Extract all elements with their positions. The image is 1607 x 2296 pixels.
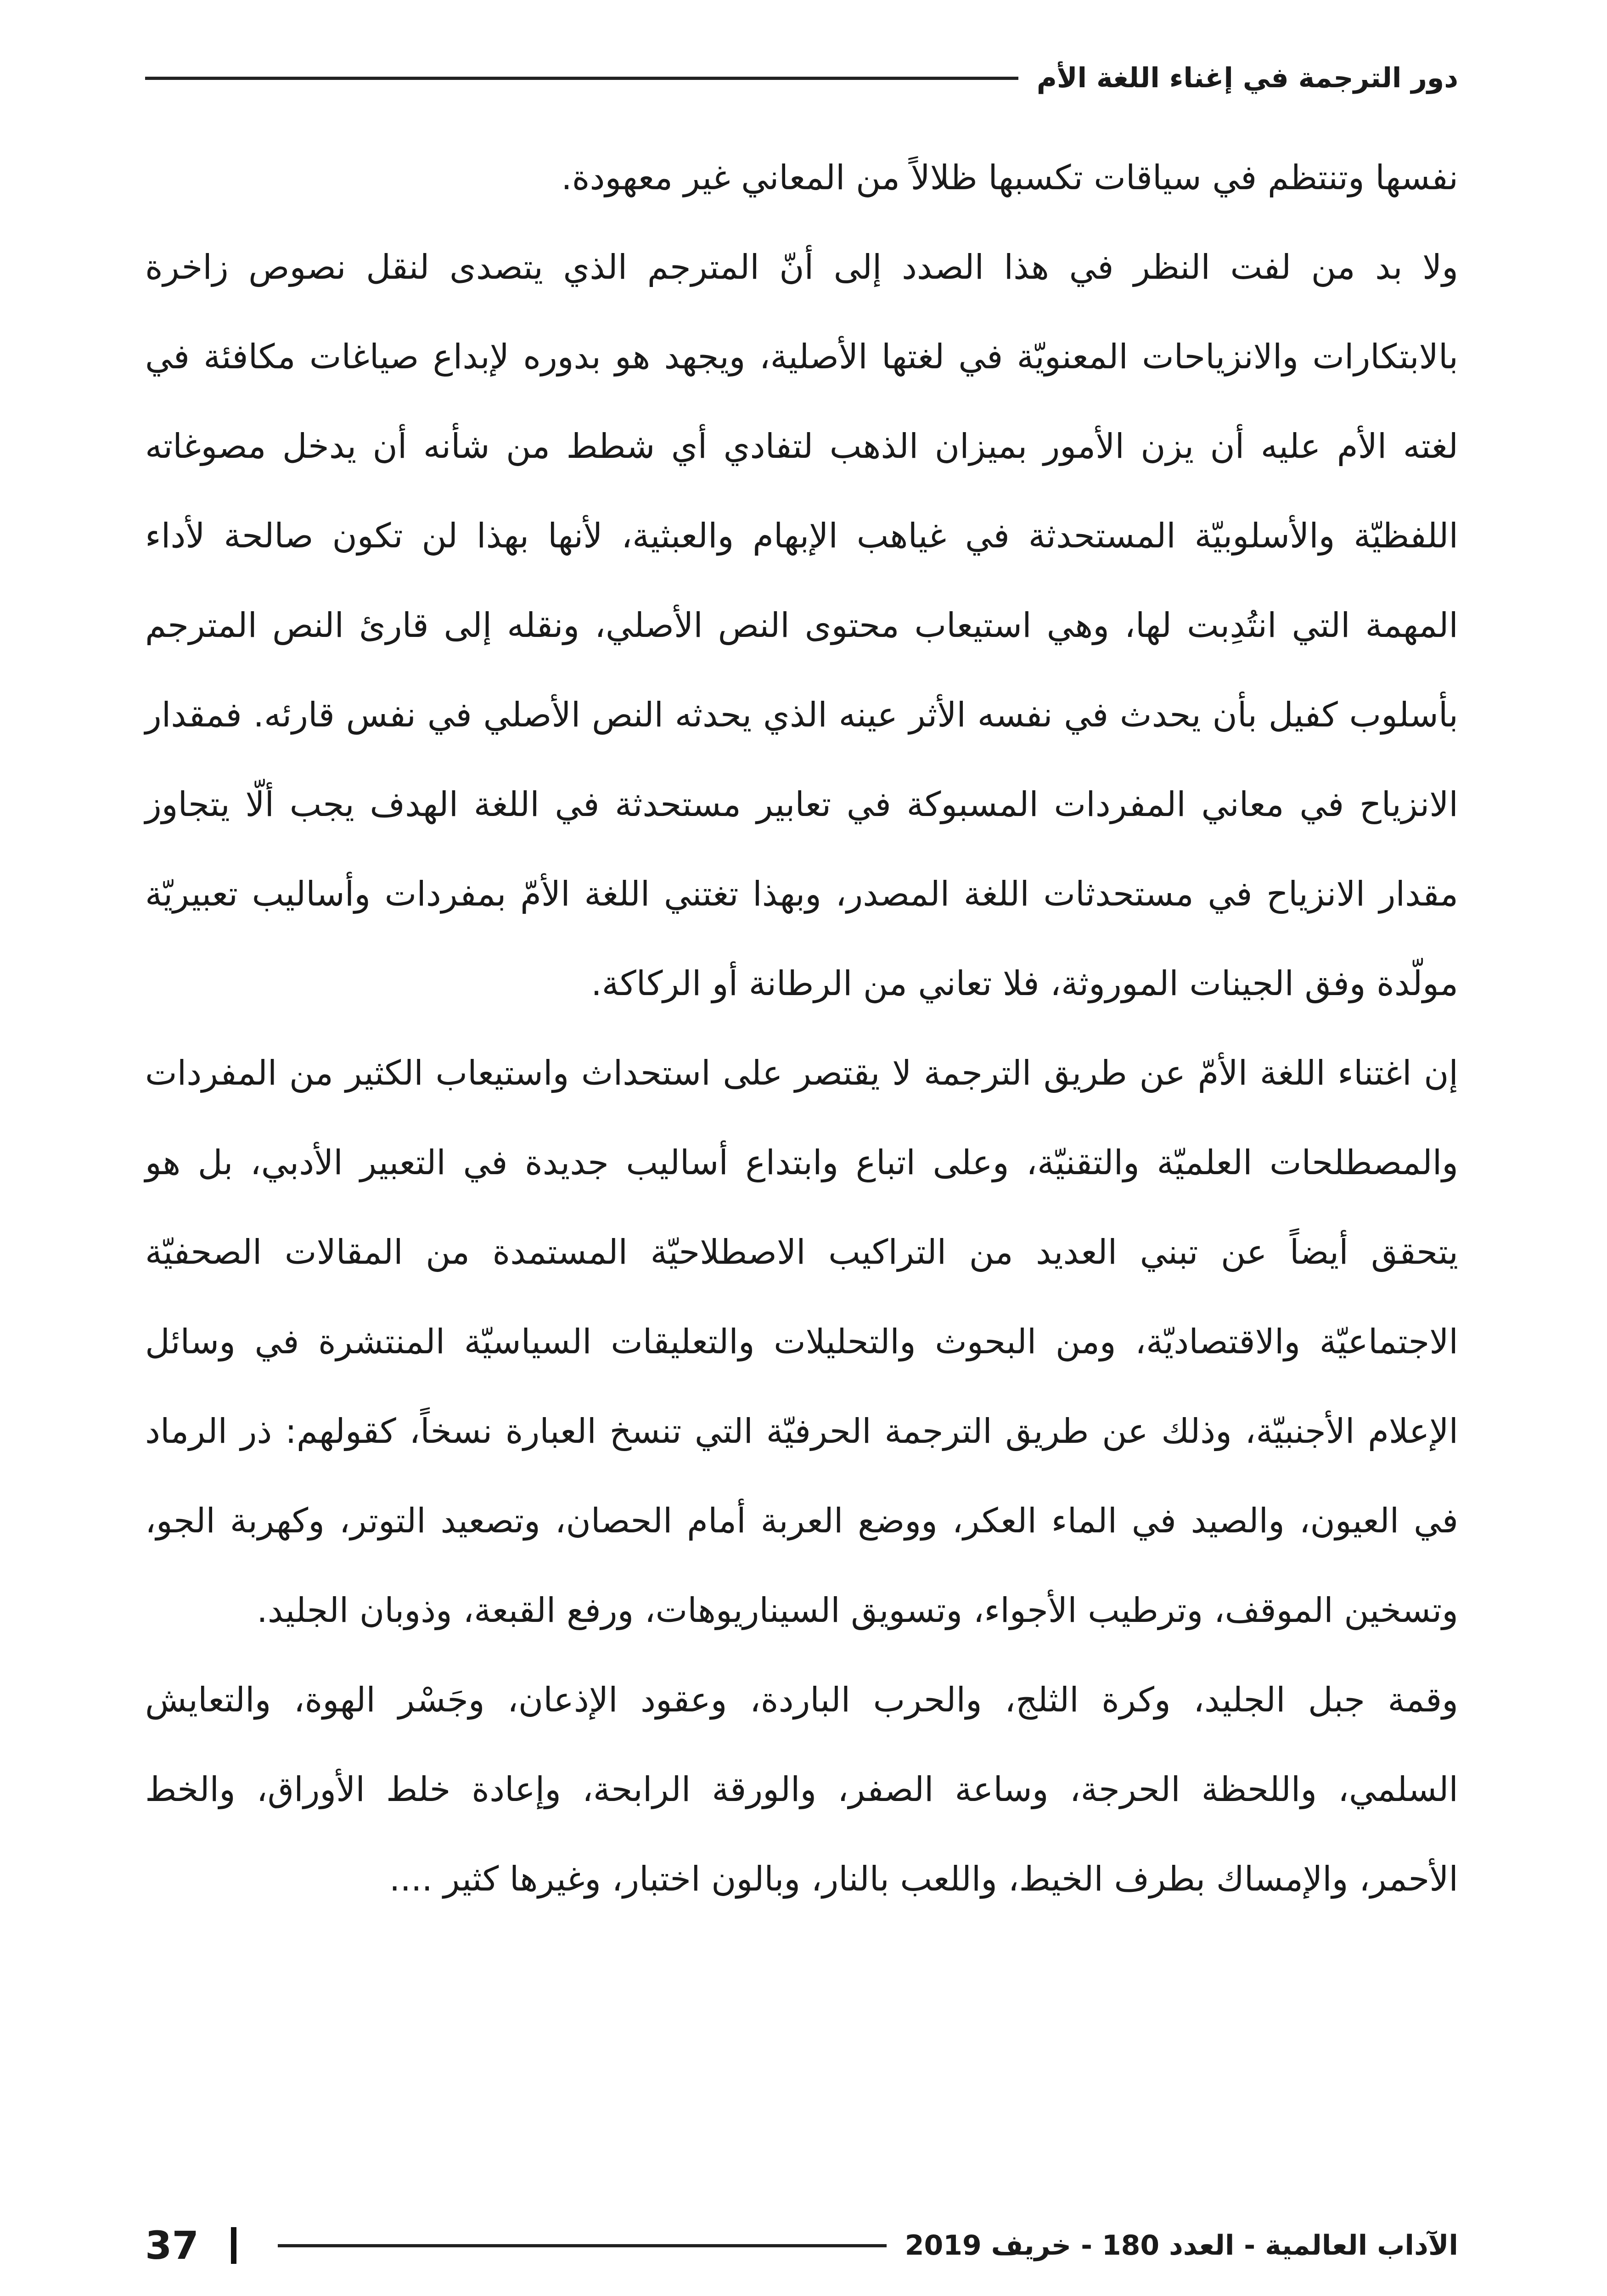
footer-rule: [278, 2244, 887, 2247]
journal-issue: الآداب العالمية - العدد 180 - خريف 2019: [905, 2229, 1458, 2262]
header-rule: [145, 77, 1018, 80]
running-header: [145, 55, 1458, 101]
page-footer: [145, 2220, 1458, 2271]
paragraph: نفسها وتنتظم في سياقات تكسبها ظلالاً من المعاني غير معهودة.: [561, 158, 1458, 197]
page-number: 37: [145, 2223, 199, 2268]
article-body: [145, 133, 1458, 1924]
paragraph: ولا بد من لفت النظر في هذا الصدد إلى أنّ المترجم الذي يتصدى لنقل نصوص زاخرة بالابتكارات والانزياحات المعنويّة في لغتها الأصلية، ويجهد هو بدوره لإبداع صياغات مكافئة في لغته الأم عليه أن يزن الأمور بميزان الذهب لتفادي أي شطط من شأنه أن يدخل مصوغاته اللفظيّة والأسلوبيّة المستحدثة في غياهب الإبهام والعبثية، لأنها بهذا لن تكون صالحة لأداء المهمة التي انتُدِبت لها، وهي استيعاب محتوى النص الأصلي، ونقله إلى قارئ النص المترجم بأسلوب كفيل بأن يحدث في نفسه الأثر عينه الذي يحدثه النص الأصلي في نفس قارئه. فمقدار الانزياح في معاني المفردات المسبوكة في تعابير مستحدثة في اللغة الهدف يجب ألّا يتجاوز مقدار الانزياح في مستحدثات اللغة المصدر، وبهذا تغتني اللغة الأمّ بمفردات وأساليب تعبيريّة مولّدة وفق الجينات الموروثة، فلا تعاني من الرطانة أو الركاكة.: [145, 248, 1458, 1003]
running-title: دور الترجمة في إغناء اللغة الأم: [1036, 62, 1458, 94]
paragraph: وقمة جبل الجليد، وكرة الثلج، والحرب الباردة، وعقود الإذعان، وجَسْر الهوة، والتعايش السلمي، واللحظة الحرجة، وساعة الصفر، والورقة الرابحة، وإعادة خلط الأوراق، والخط الأحمر، والإمساك بطرف الخيط، واللعب بالنار، وبالون اختبار، وغيرها كثير ....: [145, 1680, 1458, 1899]
paragraph: إن اغتناء اللغة الأمّ عن طريق الترجمة لا يقتصر على استحداث واستيعاب الكثير من المفردات والمصطلحات العلميّة والتقنيّة، وعلى اتباع وابتداع أساليب جديدة في التعبير الأدبي، بل هو يتحقق أيضاً عن تبني العديد من التراكيب الاصطلاحيّة المستمدة من المقالات الصحفيّة الاجتماعيّة والاقتصاديّة، ومن البحوث والتحليلات والتعليقات السياسيّة المنتشرة في وسائل الإعلام الأجنبيّة، وذلك عن طريق الترجمة الحرفيّة التي تنسخ العبارة نسخاً، كقولهم: ذر الرماد في العيون، والصيد في الماء العكر، ووضع العربة أمام الحصان، وتصعيد التوتر، وكهربة الجو، وتسخين الموقف، وترطيب الأجواء، وتسويق السيناريوهات، ورفع القبعة، وذوبان الجليد.: [145, 1053, 1458, 1630]
footer-divider: [231, 2227, 236, 2264]
